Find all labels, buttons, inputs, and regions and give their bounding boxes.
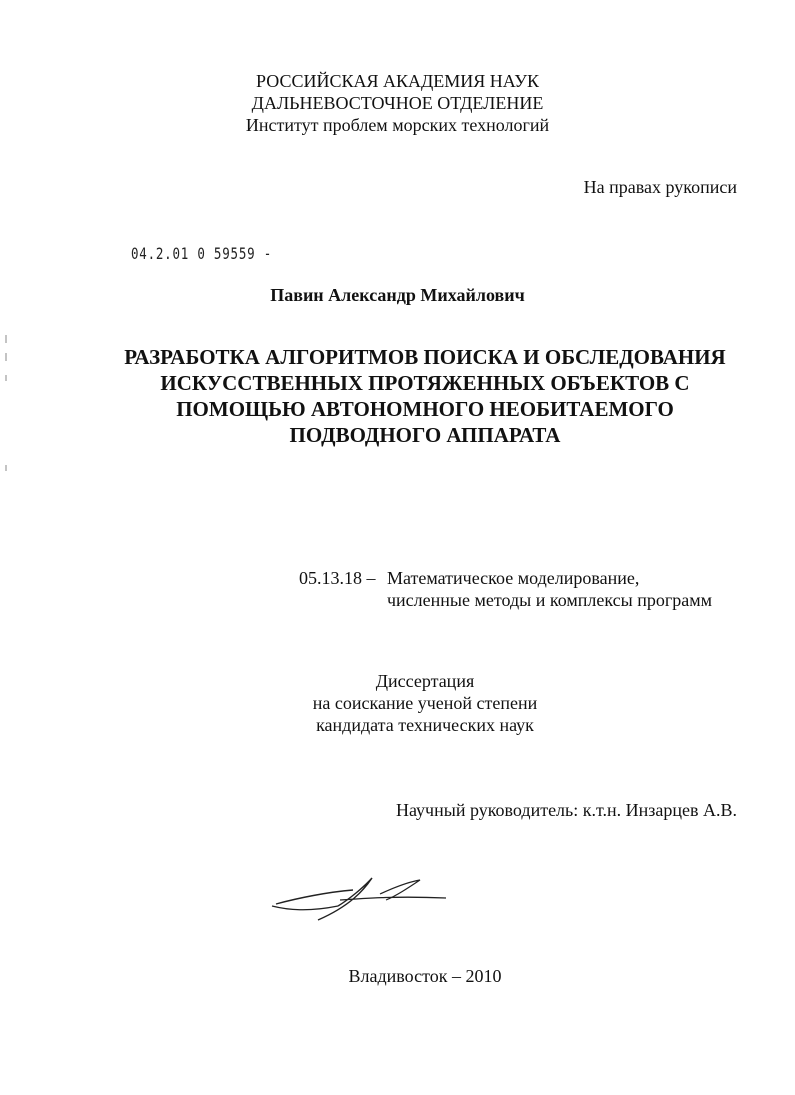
specialty-name-line1: Математическое моделирование, bbox=[387, 568, 640, 588]
title-line: ПОДВОДНОГО АППАРАТА bbox=[289, 423, 561, 447]
academy-name: РОССИЙСКАЯ АКАДЕМИЯ НАУК bbox=[256, 71, 539, 91]
title-line: ПОМОЩЬЮ АВТОНОМНОГО НЕОБИТАЕМОГО bbox=[176, 397, 674, 421]
institute-name: Институт проблем морских технологий bbox=[245, 115, 550, 135]
specialty-block bbox=[299, 567, 712, 611]
degree-block bbox=[0, 670, 795, 736]
manuscript-rights: На правах рукописи bbox=[583, 177, 737, 197]
specialty-code: 05.13.18 – bbox=[299, 568, 376, 588]
title-line: РАЗРАБОТКА АЛГОРИТМОВ ПОИСКА И ОБСЛЕДОВАНИЯ bbox=[124, 345, 726, 369]
degree-purpose: на соискание ученой степени bbox=[312, 693, 538, 713]
scientific-supervisor: Научный руководитель: к.т.н. Инзарцев А.В. bbox=[395, 800, 737, 820]
handwritten-signature bbox=[268, 870, 448, 926]
institution-header bbox=[0, 70, 795, 136]
dissertation-title bbox=[0, 344, 795, 448]
degree-name: кандидата технических наук bbox=[316, 715, 534, 735]
branch-name: ДАЛЬНЕВОСТОЧНОЕ ОТДЕЛЕНИЕ bbox=[251, 93, 544, 113]
title-line: ИСКУССТВЕННЫХ ПРОТЯЖЕННЫХ ОБЪЕКТОВ С bbox=[160, 371, 690, 395]
scan-margin-marks bbox=[3, 335, 9, 475]
specialty-name-line2: численные методы и комплексы программ bbox=[387, 590, 713, 610]
dissertation-label: Диссертация bbox=[375, 671, 475, 691]
author-name: Павин Александр Михайлович bbox=[270, 285, 525, 305]
city-and-year: Владивосток – 2010 bbox=[348, 966, 502, 986]
registration-stamp: 04.2.01 0 59559 - bbox=[131, 244, 272, 263]
